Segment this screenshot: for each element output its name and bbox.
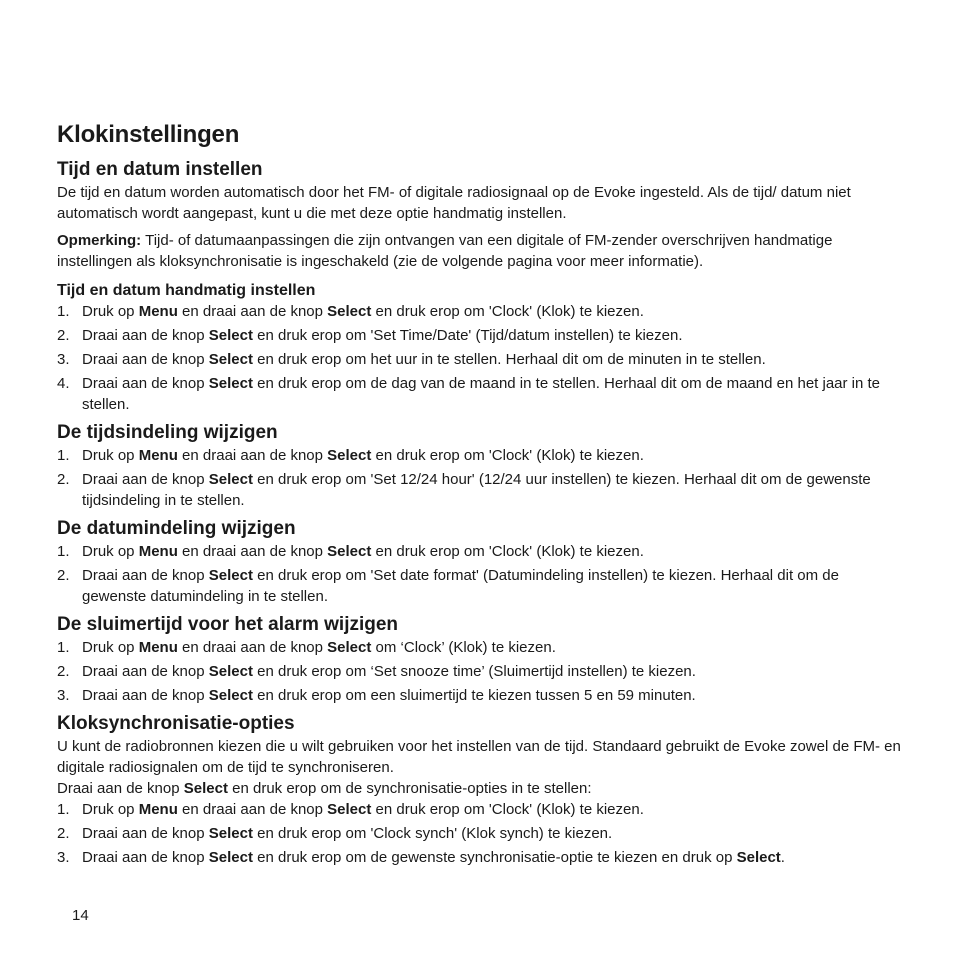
instruction-keyword: Select <box>183 780 228 797</box>
list-item <box>57 325 902 346</box>
step-text: en druk erop om 'Clock' (Klok) te kiezen. <box>371 447 644 464</box>
step-number: 1. <box>57 543 70 560</box>
steps-list-snooze <box>57 637 902 706</box>
step-number: 1. <box>57 447 70 464</box>
list-item <box>57 637 902 658</box>
step-keyword: Menu <box>138 639 178 656</box>
step-text: Draai aan de knop <box>82 351 209 368</box>
step-text: Druk op <box>82 303 139 320</box>
step-keyword: Menu <box>138 543 178 560</box>
step-number: 2. <box>57 471 70 488</box>
manual-page <box>57 120 902 871</box>
section-heading-time-format: De tijdsindeling wijzigen <box>57 422 278 443</box>
step-text: Druk op <box>82 447 139 464</box>
step-number: 2. <box>57 825 70 842</box>
step-text: en draai aan de knop <box>177 801 328 818</box>
step-text: Draai aan de knop <box>82 825 209 842</box>
list-item <box>57 349 902 370</box>
step-text: Draai aan de knop <box>82 471 209 488</box>
step-keyword: Select <box>208 687 253 704</box>
step-keyword: Select <box>208 663 253 680</box>
step-keyword: Select <box>208 375 253 392</box>
step-text: Draai aan de knop <box>82 849 209 866</box>
step-text: Draai aan de knop <box>82 567 209 584</box>
list-item <box>57 373 902 415</box>
page-title: Klokinstellingen <box>57 121 240 148</box>
step-keyword: Menu <box>138 801 178 818</box>
subheading-manual: Tijd en datum handmatig instellen <box>57 282 316 299</box>
step-keyword: Select <box>327 447 372 464</box>
section-heading-date-format: De datumindeling wijzigen <box>57 518 296 539</box>
section-heading-clock-sync: Kloksynchronisatie-opties <box>57 713 295 734</box>
step-keyword: Select <box>208 471 253 488</box>
step-keyword: Menu <box>138 447 178 464</box>
step-text: en draai aan de knop <box>177 447 328 464</box>
section-intro: De tijd en datum worden automatisch door het FM- of digitale radiosignaal op de Evoke ingesteld. Als de tijd/ datum niet automatisch wordt aangepast, kunt u die met deze optie handmatig instellen. <box>57 184 851 222</box>
step-text: en druk erop om de dag van de maand in te stellen. Herhaal dit om de maand en het jaar in te stellen. <box>82 375 881 413</box>
step-number: 2. <box>57 567 70 584</box>
note-label: Opmerking: <box>57 232 142 249</box>
step-number: 1. <box>57 801 70 818</box>
step-keyword: Select <box>208 567 253 584</box>
list-item <box>57 847 902 868</box>
section-heading-snooze: De sluimertijd voor het alarm wijzigen <box>57 614 399 635</box>
step-text: en draai aan de knop <box>177 303 328 320</box>
step-text: en druk erop om een sluimertijd te kiezen tussen 5 en 59 minuten. <box>252 687 696 704</box>
steps-list-time-format <box>57 445 902 511</box>
list-item <box>57 541 902 562</box>
step-keyword: Select <box>208 849 253 866</box>
steps-list-date-format <box>57 541 902 607</box>
step-text: en druk erop om 'Clock' (Klok) te kiezen. <box>371 801 644 818</box>
list-item <box>57 301 902 322</box>
list-item <box>57 445 902 466</box>
step-keyword: Select <box>208 825 253 842</box>
step-keyword: Menu <box>138 303 178 320</box>
step-text: en druk erop om ‘Set snooze time’ (Sluimertijd instellen) te kiezen. <box>252 663 696 680</box>
step-keyword: Select <box>208 351 253 368</box>
step-text: en druk erop om 'Clock' (Klok) te kiezen. <box>371 543 644 560</box>
step-text: en druk erop om 'Clock' (Klok) te kiezen. <box>371 303 644 320</box>
list-item <box>57 685 902 706</box>
sync-instruction <box>57 778 902 799</box>
step-text: Druk op <box>82 801 139 818</box>
instruction-text: Draai aan de knop <box>57 780 184 797</box>
step-text: Draai aan de knop <box>82 375 209 392</box>
step-number: 1. <box>57 303 70 320</box>
step-text: en druk erop om 'Set date format' (Datumindeling instellen) te kiezen. Herhaal dit om de gewenste datumindeling in te stellen. <box>82 567 839 605</box>
step-text: en druk erop om 'Set 12/24 hour' (12/24 uur instellen) te kiezen. Herhaal dit om de gewenste tijdsindeling in te stellen. <box>82 471 871 509</box>
list-item <box>57 799 902 820</box>
step-text: Draai aan de knop <box>82 663 209 680</box>
step-text: . <box>780 849 785 866</box>
section-heading-time-date: Tijd en datum instellen <box>57 159 263 180</box>
list-item <box>57 469 902 511</box>
step-keyword: Select <box>327 543 372 560</box>
note-paragraph <box>57 230 902 272</box>
step-number: 3. <box>57 849 70 866</box>
instruction-text: en druk erop om de synchronisatie-opties in te stellen: <box>227 780 592 797</box>
step-number: 1. <box>57 639 70 656</box>
step-number: 3. <box>57 351 70 368</box>
page-number: 14 <box>72 907 89 924</box>
list-item <box>57 823 902 844</box>
step-text: en draai aan de knop <box>177 543 328 560</box>
sync-intro: U kunt de radiobronnen kiezen die u wilt gebruiken voor het instellen van de tijd. Standaard gebruikt de Evoke zowel de FM- en digitale radiosignalen om de tijd te synchroniseren. <box>57 738 901 776</box>
step-text: en druk erop om 'Clock synch' (Klok synch) te kiezen. <box>252 825 613 842</box>
step-keyword: Select <box>327 303 372 320</box>
step-text: en druk erop om de gewenste synchronisatie-optie te kiezen en druk op <box>252 849 737 866</box>
step-text: Draai aan de knop <box>82 687 209 704</box>
list-item <box>57 565 902 607</box>
step-text: Druk op <box>82 543 139 560</box>
step-keyword: Select <box>208 327 253 344</box>
steps-list-clock-sync <box>57 799 902 868</box>
step-keyword: Select <box>327 801 372 818</box>
steps-list-manual <box>57 301 902 415</box>
step-keyword: Select <box>736 849 781 866</box>
step-keyword: Select <box>327 639 372 656</box>
step-text: Draai aan de knop <box>82 327 209 344</box>
step-text: en druk erop om het uur in te stellen. Herhaal dit om de minuten in te stellen. <box>252 351 766 368</box>
step-number: 4. <box>57 375 70 392</box>
step-number: 2. <box>57 327 70 344</box>
step-text: Druk op <box>82 639 139 656</box>
step-text: om ‘Clock’ (Klok) te kiezen. <box>371 639 556 656</box>
note-text: Tijd- of datumaanpassingen die zijn ontvangen van een digitale of FM-zender overschrijven handmatige instellingen als kloksynchronisatie is ingeschakeld (zie de volgende pagina voor meer informatie). <box>57 232 833 270</box>
step-number: 3. <box>57 687 70 704</box>
step-text: en druk erop om 'Set Time/Date' (Tijd/datum instellen) te kiezen. <box>252 327 683 344</box>
step-text: en draai aan de knop <box>177 639 328 656</box>
step-number: 2. <box>57 663 70 680</box>
list-item <box>57 661 902 682</box>
